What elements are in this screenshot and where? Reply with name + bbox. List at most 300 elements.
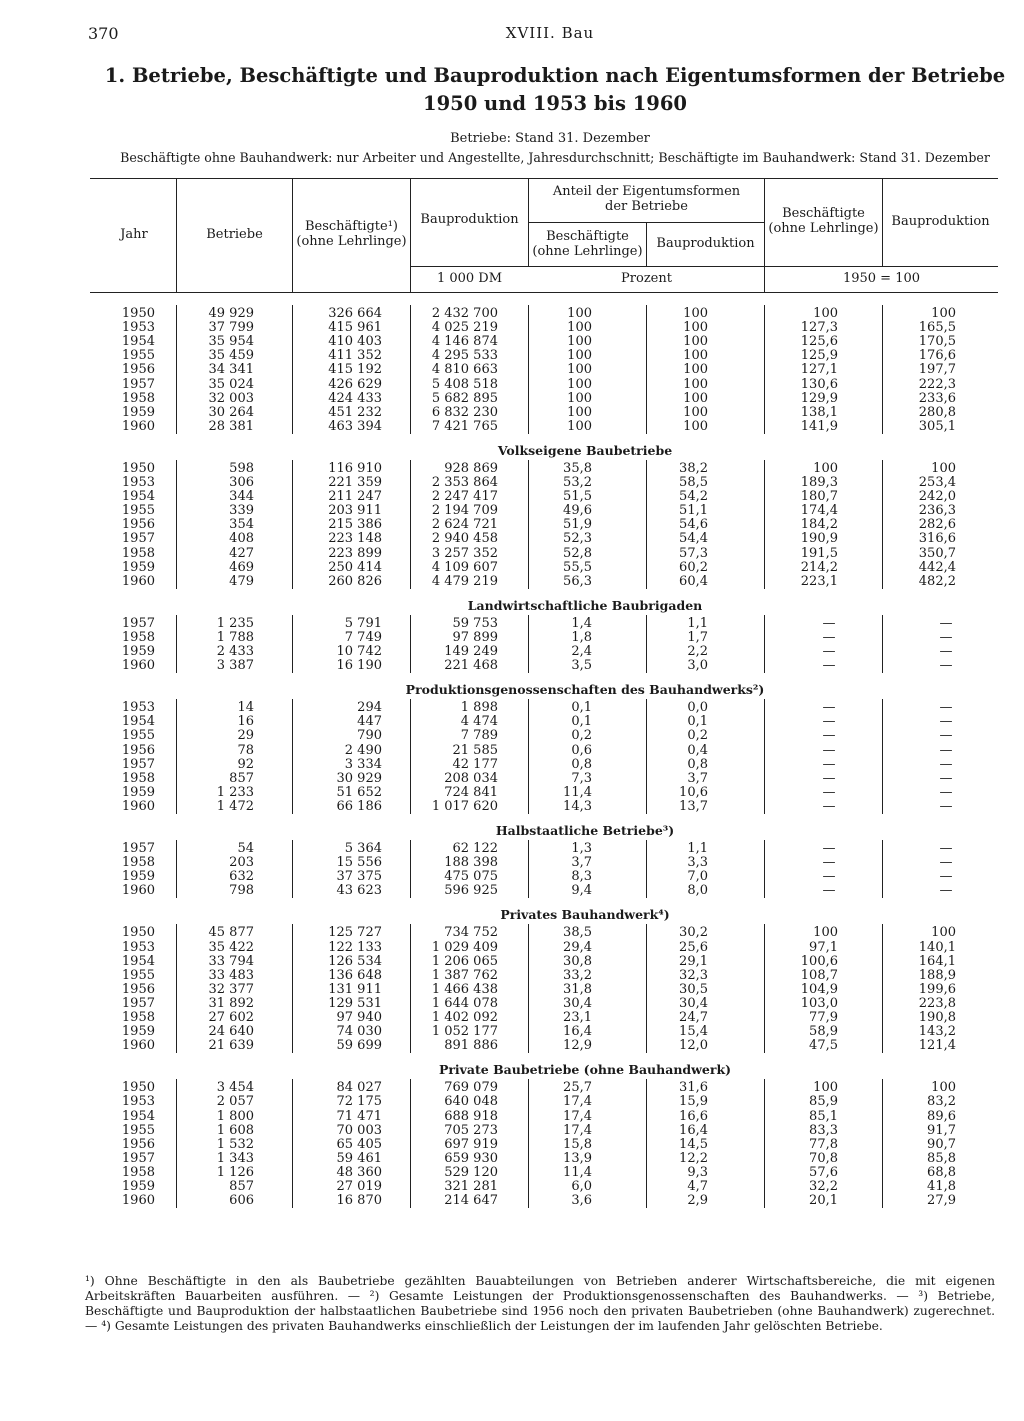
cell-bauproduktion: 21 585 xyxy=(452,742,498,758)
column-rule xyxy=(292,1079,293,1208)
cell-jahr: 1960 xyxy=(121,1038,155,1054)
column-rule xyxy=(528,460,529,589)
cell-index-beschaeftigte: 100 xyxy=(813,460,838,476)
cell-index-beschaeftigte: 138,1 xyxy=(800,404,838,420)
cell-anteil-beschaeftigte: 1,4 xyxy=(571,615,592,631)
cell-jahr: 1959 xyxy=(121,559,155,575)
cell-betriebe: 344 xyxy=(229,489,254,505)
column-rule xyxy=(764,615,765,673)
cell-bauproduktion: 769 079 xyxy=(444,1080,498,1096)
cell-anteil-bauproduktion: 1,1 xyxy=(687,615,708,631)
cell-betriebe: 798 xyxy=(229,883,254,899)
column-rule xyxy=(764,1079,765,1208)
cell-betriebe: 49 929 xyxy=(208,306,254,321)
cell-anteil-bauproduktion: 13,7 xyxy=(679,798,708,814)
header-bauproduktion: Bauproduktion xyxy=(420,212,519,227)
cell-bauproduktion: 221 468 xyxy=(444,658,498,674)
cell-index-bauproduktion: 199,6 xyxy=(918,981,956,997)
cell-beschaeftigte: 223 148 xyxy=(328,531,382,547)
cell-index-beschaeftigte: 100 xyxy=(813,306,838,321)
cell-betriebe: 606 xyxy=(229,1193,254,1209)
cell-jahr: 1953 xyxy=(121,320,155,336)
cell-anteil-bauproduktion: 15,4 xyxy=(679,1024,708,1040)
cell-index-beschaeftigte: 85,9 xyxy=(809,1094,838,1110)
cell-index-bauproduktion: — xyxy=(939,742,953,758)
cell-jahr: 1957 xyxy=(121,756,155,772)
cell-index-bauproduktion: — xyxy=(939,700,953,716)
cell-anteil-beschaeftigte: 35,8 xyxy=(563,460,592,476)
cell-anteil-bauproduktion: 2,9 xyxy=(687,1193,708,1209)
cell-betriebe: 1 800 xyxy=(216,1108,254,1124)
column-rule xyxy=(528,924,529,1053)
cell-bauproduktion: 5 408 518 xyxy=(431,376,498,392)
cell-anteil-bauproduktion: 60,4 xyxy=(679,573,708,589)
cell-anteil-bauproduktion: 100 xyxy=(683,418,708,434)
cell-betriebe: 1 472 xyxy=(216,798,254,814)
cell-index-beschaeftigte: 189,3 xyxy=(800,475,838,490)
cell-beschaeftigte: 250 414 xyxy=(328,559,382,575)
cell-betriebe: 29 xyxy=(237,728,254,744)
cell-beschaeftigte: 3 334 xyxy=(344,756,382,772)
cell-beschaeftigte: 7 749 xyxy=(344,629,382,645)
cell-anteil-beschaeftigte: 52,8 xyxy=(563,545,592,561)
cell-anteil-bauproduktion: 24,7 xyxy=(679,1010,708,1025)
column-rule xyxy=(176,1079,177,1208)
cell-jahr: 1959 xyxy=(121,644,155,659)
cell-bauproduktion: 188 398 xyxy=(444,855,498,871)
cell-jahr: 1958 xyxy=(121,855,155,871)
cell-anteil-beschaeftigte: 17,4 xyxy=(563,1122,592,1138)
unit-1000dm: 1 000 DM xyxy=(436,271,503,286)
cell-anteil-bauproduktion: 100 xyxy=(683,362,708,378)
cell-anteil-bauproduktion: 32,3 xyxy=(679,967,708,983)
cell-index-bauproduktion: 442,4 xyxy=(918,559,956,575)
cell-index-bauproduktion: 305,1 xyxy=(918,418,956,434)
cell-jahr: 1956 xyxy=(121,981,155,997)
cell-beschaeftigte: 70 003 xyxy=(336,1122,382,1138)
cell-index-beschaeftigte: 103,0 xyxy=(800,995,838,1011)
cell-anteil-beschaeftigte: 14,3 xyxy=(563,798,592,814)
cell-beschaeftigte: 203 911 xyxy=(328,503,382,519)
cell-jahr: 1953 xyxy=(121,939,155,955)
cell-index-bauproduktion: 350,7 xyxy=(918,545,956,561)
cell-index-bauproduktion: 316,6 xyxy=(918,531,956,547)
cell-anteil-bauproduktion: 38,2 xyxy=(679,460,708,476)
cell-index-bauproduktion: — xyxy=(939,883,953,899)
cell-beschaeftigte: 463 394 xyxy=(328,418,382,434)
cell-anteil-beschaeftigte: 100 xyxy=(567,418,592,434)
cell-betriebe: 34 341 xyxy=(208,362,254,378)
cell-anteil-bauproduktion: 3,7 xyxy=(687,770,708,786)
cell-jahr: 1960 xyxy=(121,883,155,899)
cell-jahr: 1960 xyxy=(121,573,155,589)
cell-jahr: 1955 xyxy=(121,967,155,983)
cell-anteil-bauproduktion: 54,4 xyxy=(679,531,708,547)
cell-index-bauproduktion: 27,9 xyxy=(927,1193,956,1209)
cell-jahr: 1958 xyxy=(121,629,155,645)
cell-index-beschaeftigte: 180,7 xyxy=(800,489,838,505)
cell-beschaeftigte: 97 940 xyxy=(336,1010,382,1025)
cell-index-bauproduktion: 89,6 xyxy=(927,1108,956,1124)
cell-index-beschaeftigte: — xyxy=(822,756,836,772)
cell-bauproduktion: 149 249 xyxy=(444,644,498,659)
cell-anteil-beschaeftigte: 7,3 xyxy=(571,770,592,786)
cell-betriebe: 16 xyxy=(237,714,254,730)
cell-jahr: 1957 xyxy=(121,615,155,631)
cell-anteil-bauproduktion: 0,4 xyxy=(687,742,708,758)
cell-index-bauproduktion: 100 xyxy=(931,1080,956,1096)
cell-index-beschaeftigte: — xyxy=(822,615,836,631)
cell-anteil-bauproduktion: 2,2 xyxy=(687,644,708,659)
cell-bauproduktion: 596 925 xyxy=(444,883,498,899)
column-rule xyxy=(176,699,177,814)
cell-index-bauproduktion: 100 xyxy=(931,925,956,941)
cell-betriebe: 427 xyxy=(229,545,254,561)
cell-index-beschaeftigte: 58,9 xyxy=(809,1024,838,1040)
cell-index-beschaeftigte: — xyxy=(822,644,836,659)
cell-anteil-beschaeftigte: 15,8 xyxy=(563,1136,592,1152)
cell-anteil-bauproduktion: 54,2 xyxy=(679,489,708,505)
cell-index-bauproduktion: 233,6 xyxy=(918,390,956,406)
cell-anteil-bauproduktion: 100 xyxy=(683,390,708,406)
column-rule xyxy=(410,840,411,898)
cell-index-beschaeftigte: — xyxy=(822,728,836,744)
cell-jahr: 1957 xyxy=(121,1150,155,1166)
column-rule xyxy=(410,460,411,589)
cell-index-beschaeftigte: — xyxy=(822,855,836,871)
cell-anteil-bauproduktion: 0,0 xyxy=(687,700,708,716)
column-rule xyxy=(646,1079,647,1208)
cell-anteil-beschaeftigte: 56,3 xyxy=(563,573,592,589)
cell-index-beschaeftigte: 223,1 xyxy=(800,573,838,589)
column-rule xyxy=(646,699,647,814)
cell-betriebe: 354 xyxy=(229,517,254,533)
cell-betriebe: 3 387 xyxy=(216,658,254,674)
cell-betriebe: 54 xyxy=(237,841,254,856)
column-rule xyxy=(292,840,293,898)
cell-index-beschaeftigte: — xyxy=(822,742,836,758)
cell-anteil-beschaeftigte: 53,2 xyxy=(563,475,592,490)
cell-index-bauproduktion: 197,7 xyxy=(918,362,956,378)
header-anteil-beschaeftigte-l1: Beschäftigte xyxy=(546,229,629,244)
cell-index-bauproduktion: 68,8 xyxy=(927,1164,956,1180)
cell-index-bauproduktion: — xyxy=(939,629,953,645)
cell-betriebe: 3 454 xyxy=(216,1080,254,1096)
column-rule xyxy=(882,699,883,814)
cell-bauproduktion: 1 387 762 xyxy=(431,967,498,983)
cell-betriebe: 1 343 xyxy=(216,1150,254,1166)
cell-anteil-beschaeftigte: 6,0 xyxy=(571,1179,592,1194)
cell-anteil-bauproduktion: 10,6 xyxy=(679,784,708,800)
running-head: XVIII. Bau xyxy=(505,24,595,42)
cell-bauproduktion: 705 273 xyxy=(444,1122,498,1138)
cell-bauproduktion: 4 295 533 xyxy=(431,348,498,364)
cell-anteil-beschaeftigte: 23,1 xyxy=(563,1010,592,1025)
cell-index-beschaeftigte: 85,1 xyxy=(809,1108,838,1124)
cell-anteil-bauproduktion: 1,1 xyxy=(687,841,708,856)
cell-betriebe: 479 xyxy=(229,573,254,589)
cell-index-beschaeftigte: 77,9 xyxy=(809,1010,838,1025)
cell-anteil-beschaeftigte: 100 xyxy=(567,348,592,364)
cell-anteil-bauproduktion: 100 xyxy=(683,320,708,336)
cell-index-bauproduktion: 164,1 xyxy=(918,953,956,969)
cell-anteil-beschaeftigte: 0,6 xyxy=(571,742,592,758)
cell-jahr: 1957 xyxy=(121,376,155,392)
column-rule xyxy=(646,460,647,589)
cell-anteil-bauproduktion: 9,3 xyxy=(687,1164,708,1180)
cell-jahr: 1950 xyxy=(121,1080,155,1096)
cell-anteil-beschaeftigte: 52,3 xyxy=(563,531,592,547)
cell-bauproduktion: 7 421 765 xyxy=(431,418,498,434)
cell-anteil-beschaeftigte: 3,7 xyxy=(571,855,592,871)
column-rule xyxy=(176,615,177,673)
section-title: Landwirtschaftliche Baubrigaden xyxy=(467,597,703,613)
cell-anteil-beschaeftigte: 100 xyxy=(567,306,592,321)
cell-anteil-beschaeftigte: 9,4 xyxy=(571,883,592,899)
title-line-1: 1. Betriebe, Beschäftigte und Bauproduktion nach Eigentumsformen der Betriebe xyxy=(104,64,1006,87)
cell-index-beschaeftigte: 20,1 xyxy=(809,1193,838,1209)
cell-anteil-bauproduktion: 58,5 xyxy=(679,475,708,490)
cell-index-beschaeftigte: 108,7 xyxy=(800,967,838,983)
cell-index-bauproduktion: 41,8 xyxy=(927,1179,956,1194)
cell-betriebe: 92 xyxy=(237,756,254,772)
cell-bauproduktion: 42 177 xyxy=(452,756,498,772)
cell-jahr: 1950 xyxy=(121,925,155,941)
cell-jahr: 1958 xyxy=(121,1010,155,1025)
cell-bauproduktion: 697 919 xyxy=(444,1136,498,1152)
cell-beschaeftigte: 411 352 xyxy=(328,348,382,364)
cell-anteil-beschaeftigte: 55,5 xyxy=(563,559,592,575)
cell-anteil-beschaeftigte: 16,4 xyxy=(563,1024,592,1040)
cell-anteil-beschaeftigte: 30,4 xyxy=(563,995,592,1011)
cell-beschaeftigte: 126 534 xyxy=(328,953,382,969)
cell-beschaeftigte: 410 403 xyxy=(328,334,382,350)
column-rule xyxy=(410,1079,411,1208)
cell-betriebe: 339 xyxy=(229,503,254,519)
cell-index-beschaeftigte: 100 xyxy=(813,1080,838,1096)
cell-betriebe: 21 639 xyxy=(208,1038,254,1054)
cell-anteil-bauproduktion: 7,0 xyxy=(687,869,708,885)
header-anteil-beschaeftigte-l2: (ohne Lehrlinge) xyxy=(532,244,643,259)
subtitle-beschaeftigte: Beschäftigte ohne Bauhandwerk: nur Arbeiter und Angestellte, Jahresdurchschnitt; Beschäftigte im Bauhandwerk: Stand 31. Dezember xyxy=(120,150,990,165)
cell-beschaeftigte: 424 433 xyxy=(328,390,382,406)
column-rule xyxy=(292,924,293,1053)
cell-anteil-beschaeftigte: 12,9 xyxy=(563,1038,592,1054)
cell-index-beschaeftigte: 191,5 xyxy=(800,545,838,561)
column-rule xyxy=(292,615,293,673)
cell-beschaeftigte: 30 929 xyxy=(336,770,382,786)
header-index-bauproduktion: Bauproduktion xyxy=(891,214,990,229)
cell-anteil-bauproduktion: 100 xyxy=(683,404,708,420)
cell-beschaeftigte: 294 xyxy=(357,700,382,716)
cell-index-bauproduktion: 190,8 xyxy=(918,1010,956,1025)
cell-index-bauproduktion: 223,8 xyxy=(918,995,956,1011)
cell-betriebe: 857 xyxy=(229,1179,254,1194)
cell-index-bauproduktion: 188,9 xyxy=(918,967,956,983)
cell-anteil-beschaeftigte: 51,5 xyxy=(563,489,592,505)
cell-index-bauproduktion: — xyxy=(939,784,953,800)
cell-beschaeftigte: 66 186 xyxy=(336,798,382,814)
section-title: Halbstaatliche Betriebe³) xyxy=(495,823,675,838)
cell-index-bauproduktion: 282,6 xyxy=(918,517,956,533)
cell-index-bauproduktion: 85,8 xyxy=(927,1150,956,1166)
cell-jahr: 1958 xyxy=(121,390,155,406)
cell-bauproduktion: 529 120 xyxy=(444,1164,498,1180)
cell-anteil-beschaeftigte: 0,8 xyxy=(571,756,592,772)
cell-anteil-bauproduktion: 100 xyxy=(683,348,708,364)
cell-bauproduktion: 4 025 219 xyxy=(431,320,498,336)
cell-beschaeftigte: 129 531 xyxy=(328,995,382,1011)
cell-index-bauproduktion: — xyxy=(939,770,953,786)
cell-index-bauproduktion: 90,7 xyxy=(927,1136,956,1152)
cell-jahr: 1957 xyxy=(121,841,155,856)
cell-beschaeftigte: 27 019 xyxy=(336,1179,382,1194)
cell-beschaeftigte: 10 742 xyxy=(336,644,382,659)
cell-anteil-beschaeftigte: 49,6 xyxy=(563,503,592,519)
cell-anteil-bauproduktion: 30,4 xyxy=(679,995,708,1011)
column-rule xyxy=(764,460,765,589)
cell-bauproduktion: 475 075 xyxy=(444,869,498,885)
cell-betriebe: 1 532 xyxy=(216,1136,254,1152)
cell-bauproduktion: 2 432 700 xyxy=(431,306,498,321)
column-rule xyxy=(176,840,177,898)
cell-anteil-bauproduktion: 12,2 xyxy=(679,1150,708,1166)
title-line-2: 1950 und 1953 bis 1960 xyxy=(423,92,687,115)
cell-jahr: 1959 xyxy=(121,1024,155,1040)
header-beschaeftigte-l1: Beschäftigte¹) xyxy=(304,219,399,234)
cell-anteil-bauproduktion: 12,0 xyxy=(679,1038,708,1054)
cell-betriebe: 33 483 xyxy=(208,967,254,983)
cell-bauproduktion: 62 122 xyxy=(452,841,498,856)
column-rule xyxy=(882,615,883,673)
cell-anteil-beschaeftigte: 30,8 xyxy=(563,953,592,969)
cell-index-beschaeftigte: 100,6 xyxy=(800,953,838,969)
cell-beschaeftigte: 72 175 xyxy=(336,1094,382,1110)
cell-anteil-bauproduktion: 25,6 xyxy=(679,939,708,955)
column-rule xyxy=(528,305,529,434)
cell-betriebe: 598 xyxy=(229,460,254,476)
column-rule xyxy=(410,924,411,1053)
column-rule xyxy=(646,924,647,1053)
column-rule xyxy=(882,305,883,434)
cell-index-beschaeftigte: 125,9 xyxy=(800,348,838,364)
cell-bauproduktion: 2 624 721 xyxy=(431,517,498,533)
cell-anteil-beschaeftigte: 31,8 xyxy=(563,981,592,997)
cell-index-beschaeftigte: — xyxy=(822,883,836,899)
cell-anteil-bauproduktion: 14,5 xyxy=(679,1136,708,1152)
cell-anteil-beschaeftigte: 17,4 xyxy=(563,1108,592,1124)
cell-jahr: 1955 xyxy=(121,1122,155,1138)
cell-index-beschaeftigte: 32,2 xyxy=(809,1179,838,1194)
cell-beschaeftigte: 2 490 xyxy=(344,742,382,758)
cell-bauproduktion: 1 466 438 xyxy=(431,981,498,997)
cell-index-beschaeftigte: 174,4 xyxy=(800,503,838,519)
cell-bauproduktion: 7 789 xyxy=(460,728,498,744)
cell-anteil-beschaeftigte: 13,9 xyxy=(563,1150,592,1166)
cell-betriebe: 632 xyxy=(229,869,254,885)
cell-anteil-beschaeftigte: 1,8 xyxy=(571,629,592,645)
cell-index-bauproduktion: — xyxy=(939,869,953,885)
cell-anteil-beschaeftigte: 3,5 xyxy=(571,658,592,674)
section-title: Volkseigene Baubetriebe xyxy=(497,442,673,458)
cell-anteil-beschaeftigte: 17,4 xyxy=(563,1094,592,1110)
cell-beschaeftigte: 74 030 xyxy=(336,1024,382,1040)
cell-index-bauproduktion: — xyxy=(939,658,953,674)
cell-bauproduktion: 688 918 xyxy=(444,1108,498,1124)
cell-betriebe: 31 892 xyxy=(208,995,254,1011)
cell-anteil-beschaeftigte: 33,2 xyxy=(563,967,592,983)
column-rule xyxy=(528,840,529,898)
cell-beschaeftigte: 447 xyxy=(357,714,382,730)
cell-index-bauproduktion: 280,8 xyxy=(918,404,956,420)
cell-betriebe: 28 381 xyxy=(208,418,254,434)
cell-bauproduktion: 4 479 219 xyxy=(431,573,498,589)
cell-jahr: 1956 xyxy=(121,1136,155,1152)
cell-beschaeftigte: 215 386 xyxy=(328,517,382,533)
cell-bauproduktion: 1 052 177 xyxy=(431,1024,498,1040)
cell-betriebe: 35 422 xyxy=(208,939,254,955)
cell-bauproduktion: 2 247 417 xyxy=(431,489,498,505)
cell-anteil-bauproduktion: 30,2 xyxy=(679,925,708,941)
cell-jahr: 1954 xyxy=(121,714,155,730)
cell-beschaeftigte: 16 870 xyxy=(336,1193,382,1209)
cell-index-bauproduktion: — xyxy=(939,714,953,730)
cell-beschaeftigte: 16 190 xyxy=(336,658,382,674)
cell-anteil-beschaeftigte: 100 xyxy=(567,390,592,406)
cell-jahr: 1956 xyxy=(121,362,155,378)
cell-jahr: 1954 xyxy=(121,1108,155,1124)
cell-jahr: 1958 xyxy=(121,1164,155,1180)
cell-jahr: 1957 xyxy=(121,531,155,547)
cell-bauproduktion: 724 841 xyxy=(444,784,498,800)
cell-anteil-beschaeftigte: 11,4 xyxy=(563,784,592,800)
cell-anteil-bauproduktion: 0,8 xyxy=(687,756,708,772)
cell-beschaeftigte: 326 664 xyxy=(328,306,382,321)
cell-index-beschaeftigte: 97,1 xyxy=(809,939,838,955)
cell-betriebe: 408 xyxy=(229,531,254,547)
cell-jahr: 1954 xyxy=(121,334,155,350)
cell-bauproduktion: 640 048 xyxy=(444,1094,498,1110)
footnotes xyxy=(85,1274,995,1334)
cell-betriebe: 1 788 xyxy=(216,629,254,645)
cell-bauproduktion: 1 029 409 xyxy=(431,939,498,955)
cell-index-bauproduktion: 100 xyxy=(931,306,956,321)
cell-anteil-bauproduktion: 60,2 xyxy=(679,559,708,575)
cell-index-bauproduktion: 121,4 xyxy=(918,1038,956,1054)
cell-anteil-beschaeftigte: 0,1 xyxy=(571,700,592,716)
cell-betriebe: 14 xyxy=(237,700,254,716)
cell-bauproduktion: 891 886 xyxy=(444,1038,498,1054)
cell-index-beschaeftigte: 127,3 xyxy=(800,320,838,336)
cell-anteil-bauproduktion: 16,4 xyxy=(679,1122,708,1138)
column-rule xyxy=(176,305,177,434)
cell-index-beschaeftigte: 129,9 xyxy=(800,390,838,406)
cell-index-beschaeftigte: — xyxy=(822,714,836,730)
cell-index-beschaeftigte: 130,6 xyxy=(800,376,838,392)
cell-index-beschaeftigte: — xyxy=(822,770,836,786)
cell-index-beschaeftigte: — xyxy=(822,784,836,800)
header-index-beschaeftigte-l1: Beschäftigte xyxy=(782,206,865,221)
cell-betriebe: 32 377 xyxy=(208,981,254,997)
column-rule xyxy=(528,1079,529,1208)
cell-beschaeftigte: 65 405 xyxy=(336,1136,382,1152)
cell-anteil-beschaeftigte: 100 xyxy=(567,320,592,336)
cell-betriebe: 857 xyxy=(229,770,254,786)
cell-jahr: 1954 xyxy=(121,489,155,505)
cell-jahr: 1956 xyxy=(121,517,155,533)
page-number: 370 xyxy=(88,24,119,43)
cell-bauproduktion: 2 194 709 xyxy=(431,503,498,519)
